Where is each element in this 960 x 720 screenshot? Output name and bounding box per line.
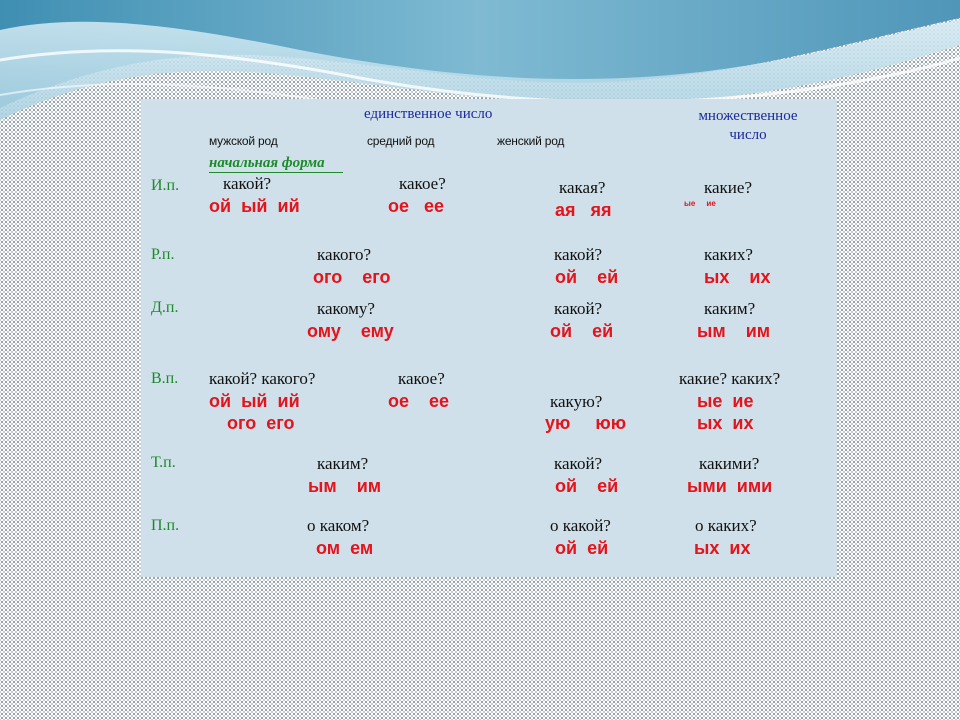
acc-plural-endings-2: ых их (697, 413, 754, 433)
gen-fem-endings: ой ей (555, 267, 619, 287)
pre-plural-question: о каких? (695, 516, 757, 535)
acc-fem-question: какую? (550, 392, 603, 411)
case-nominative: И.п. (151, 177, 180, 194)
header-masculine: мужской род (209, 134, 278, 148)
pre-fem-endings: ой ей (555, 538, 609, 558)
gen-mn-endings: ого его (313, 267, 391, 287)
case-dative: Д.п. (151, 299, 179, 316)
dat-fem-endings: ой ей (550, 321, 614, 341)
ins-fem-question: какой? (554, 454, 603, 473)
nom-plural-question: какие? (704, 178, 752, 197)
case-instrumental: Т.п. (151, 454, 176, 471)
acc-masc-endings-1: ой ый ий (209, 391, 300, 411)
pre-fem-question: о какой? (550, 516, 611, 535)
ins-fem-endings: ой ей (555, 476, 619, 496)
initial-form-underline (209, 172, 343, 173)
nom-neut-question: какое? (399, 174, 446, 193)
nom-masc-question: какой? (223, 174, 272, 193)
pre-mn-question: о каком? (307, 516, 370, 535)
acc-neut-question: какое? (398, 369, 445, 388)
gen-plural-endings: ых их (704, 267, 771, 287)
gen-fem-question: какой? (554, 245, 603, 264)
header-singular: единственное число (364, 106, 493, 122)
ins-plural-question: какими? (699, 454, 760, 473)
acc-masc-question: какой? какого? (209, 369, 316, 388)
pre-plural-endings: ых их (694, 538, 751, 558)
nom-fem-endings: ая яя (555, 200, 612, 220)
case-accusative: В.п. (151, 370, 179, 387)
nom-masc-endings: ой ый ий (209, 196, 300, 216)
gen-mn-question: какого? (317, 245, 372, 264)
case-genitive: Р.п. (151, 246, 175, 263)
dat-fem-question: какой? (554, 299, 603, 318)
acc-masc-endings-2: ого его (227, 413, 295, 433)
ins-mn-endings: ым им (308, 476, 382, 496)
dat-plural-endings: ым им (697, 321, 771, 341)
nom-fem-question: какая? (559, 178, 606, 197)
acc-plural-endings-1: ые ие (697, 391, 754, 411)
dat-mn-endings: ому ему (307, 321, 394, 341)
case-prepositional: П.п. (151, 517, 180, 534)
declension-table (141, 99, 837, 577)
nom-plural-endings: ые ие (684, 199, 716, 208)
header-neuter: средний род (367, 134, 435, 148)
acc-neut-endings: ое ее (388, 391, 450, 411)
acc-fem-endings: ую юю (545, 413, 627, 433)
header-plural: множественное число (698, 108, 798, 143)
acc-plural-question: какие? каких? (679, 369, 781, 388)
gen-plural-question: каких? (704, 245, 753, 264)
ins-mn-question: каким? (317, 454, 369, 473)
header-feminine: женский род (497, 134, 565, 148)
dat-mn-question: какому? (317, 299, 375, 318)
nom-neut-endings: ое ее (388, 196, 445, 216)
initial-form-label: начальная форма (209, 155, 325, 171)
ins-plural-endings: ыми ими (687, 476, 773, 496)
pre-mn-endings: ом ем (316, 538, 374, 558)
dat-plural-question: каким? (704, 299, 756, 318)
